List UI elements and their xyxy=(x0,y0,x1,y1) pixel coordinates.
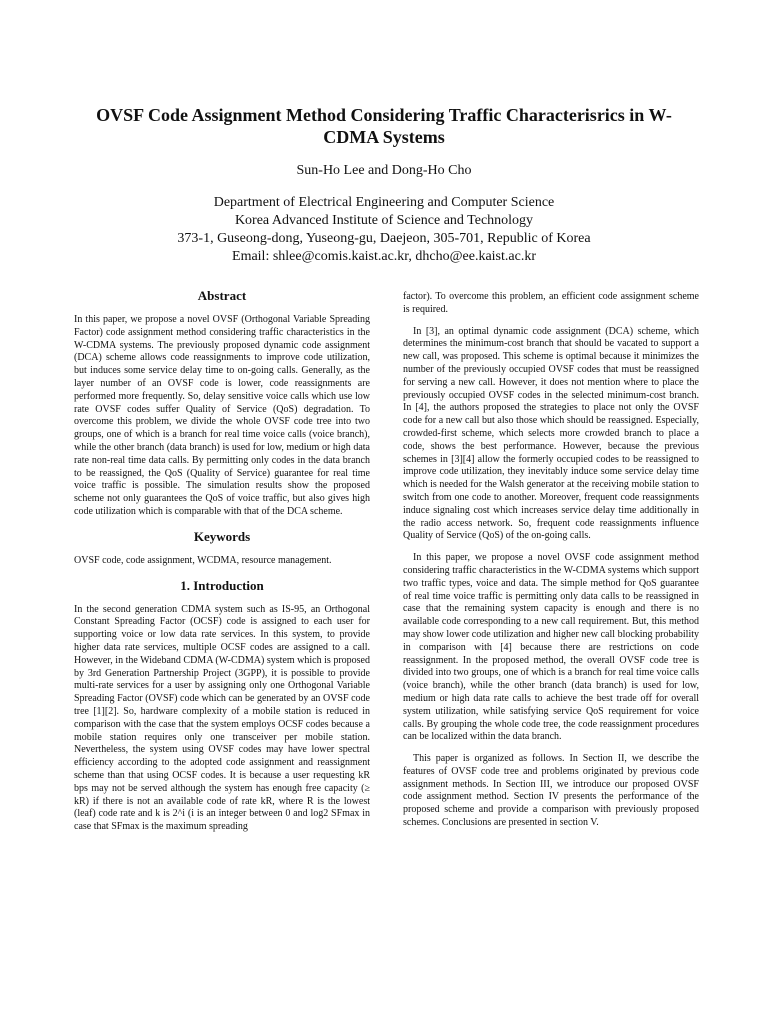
intro-paragraph-2: In [3], an optimal dynamic code assignment (DCA) scheme, which determines the minimum-cost branch that should be vacated to support a new call, was proposed. This scheme is optimal because it minimizes the number of the previously occupied OVSF codes that must be reassigned for serving a new call. However, it does not mention where to place the previously occupied OVSF codes in the selected minimum-cost branch. In [4], the authors proposed the strategies to place not only the OVSF code for a new call but also those which should be reassigned. Especially, crowded-first scheme, which selects more crowded branch to place a code, shows the best performance. However, because the previous schemes in [3][4] allow the formerly occupied codes to be reassigned to improve code utilization, they inevitably induce some service delay time which is needed for the Walsh generator at the receiving mobile station to switch from one code to another. Moreover, frequent code reassignments induce signaling cost which increases service delay time additionally in the radio access network. So, frequent code reassignments influence Quality of Service (QoS) of the on-going calls. xyxy=(403,325,699,542)
paper-authors: Sun-Ho Lee and Dong-Ho Cho xyxy=(296,163,472,178)
keywords-text: OVSF code, code assignment, WCDMA, resource management. xyxy=(74,554,332,566)
intro-paragraph-3: In this paper, we propose a novel OVSF code assignment method considering traffic characteristics in the W-CDMA systems which support two traffic types, voice and data. The simple method for QoS guarantee of real time voice traffic is permitting only data calls to be reassigned in case that the remaining system capacity is enough and there is no available code corresponding to a new call requirement. But, this method may show lower code utilization and higher new call blocking probability in comparison with [4] because there are restrictions on code reassignment. In the proposed method, the overall OVSF code tree is divided into two groups, one of which is a branch for real time voice calls (voice branch), while the other branch (data branch) is used for low, medium or high data rate calls to achieve the best trade off for overall system utilization, while satisfying service QoS requirement for voice calls. By grouping the whole code tree, the code reassignment procedures can be localized within the data branch. xyxy=(403,552,699,743)
paper-header xyxy=(0,104,768,266)
affiliation-department: Department of Electrical Engineering and Computer Science xyxy=(213,195,555,210)
paper-title: OVSF Code Assignment Method Considering Traffic Characterisrics in W-CDMA Systems xyxy=(96,105,672,147)
abstract-text: In this paper, we propose a novel OVSF (Orthogonal Variable Spreading Factor) code assignment method considering traffic characteristics in the W-CDMA systems. The previously proposed dynamic code assignment (DCA) scheme allows code reassignments to improve code utilization, but induces some service delay time to on-going calls. Generally, as the layer number of an OVSF code is lower, code reassignments are performed more frequently. So, delay sensitive voice calls which use low rate OVSF codes suffer Quality of Service (QoS) degradation. To overcome this problem, we divide the whole OVSF code tree into two groups, one of which is a branch for real time voice calls (voice branch), while the other branch (data branch) is used for low, medium or high data rate non-real time data calls. By permitting only codes in the data branch to be reassigned, the QoS (Quality of Service) guarantee for real time voice traffic is possible. The simulation results show the proposed scheme not only guarantees the QoS of voice traffic, but also gives high code utilization which is comparable with that of the DCA scheme. xyxy=(74,314,370,517)
affiliation-address: 373-1, Guseong-dong, Yuseong-gu, Daejeon, 305-701, Republic of Korea xyxy=(177,231,591,246)
intro-paragraph-1: In the second generation CDMA system such as IS-95, an Orthogonal Constant Spreading Factor (OCSF) code is assigned to each user for supporting voice or low data rate services. In this system, to provide higher data rate services, multiple OCSF codes are assigned to a call. However, in the Wideband CDMA (W-CDMA) system which is proposed by 3rd Generation Partnership Project (3GPP), it is possible to provide multi-rate services for a user by assigning only one Orthogonal Variable Spreading Factor (OVSF) code which can be generated by an OVSF code tree [1][2]. So, hardware complexity of a mobile station is reduced in comparison with the case that the system employs OCSF codes because a mobile station requires only one transceiver per mobile station. Nevertheless, the system using OVSF codes may have lower spectral efficiency according to the adopted code assignment and reassignment scheme than that using OCSF codes. It is because a user requesting kR bps may not be served although the system has enough free capacity (≥ kR) if there is not an available code of rate kR, where R is the lowest (leaf) code rate and k is 2^i (i is an integer between 0 and log2 SFmax in case that SFmax is the maximum spreading xyxy=(74,603,370,833)
abstract-heading: Abstract xyxy=(197,288,247,303)
intro-paragraph-1-continued: factor). To overcome this problem, an efficient code assignment scheme is required. xyxy=(403,291,699,315)
affiliation-block xyxy=(0,194,768,266)
intro-paragraph-4: This paper is organized as follows. In Section II, we describe the features of OVSF code tree and problems originated by previous code assignment methods. In Section III, we introduce our proposed OVSF code assignment method. Section IV presents the performance of the proposed scheme and provide a comparison with previously proposed schemes. Conclusions are presented in section V. xyxy=(403,753,699,829)
affiliation-institute: Korea Advanced Institute of Science and Technology xyxy=(234,213,534,228)
introduction-heading: 1. Introduction xyxy=(180,577,264,593)
left-column xyxy=(74,288,370,843)
right-column xyxy=(403,291,699,839)
keywords-heading: Keywords xyxy=(193,528,251,544)
affiliation-email: Email: shlee@comis.kaist.ac.kr, dhcho@ee.kaist.ac.kr xyxy=(232,249,536,264)
